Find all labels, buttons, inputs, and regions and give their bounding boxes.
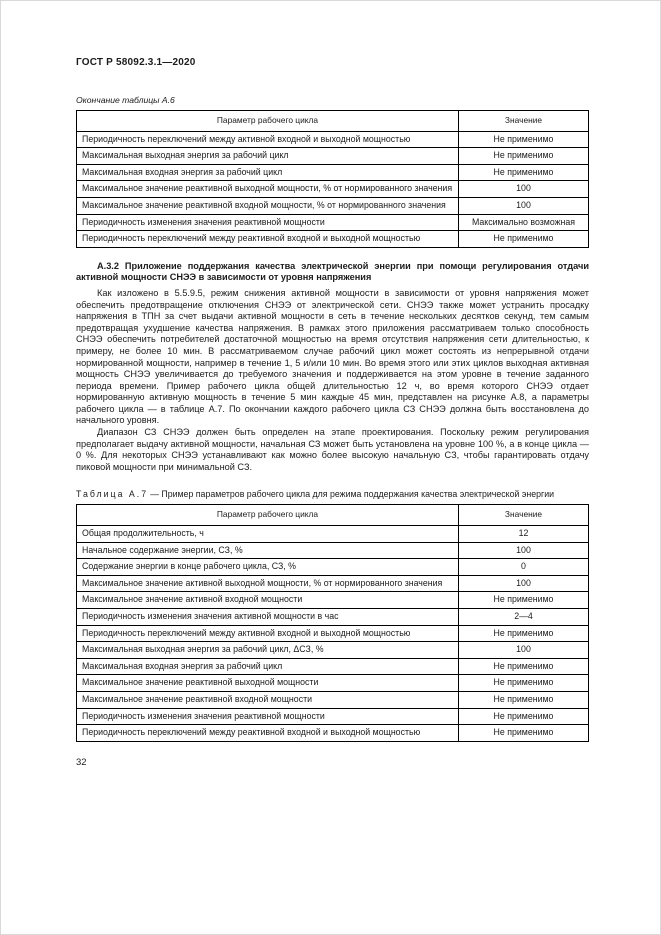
document-header: ГОСТ Р 58092.3.1—2020 <box>76 57 196 68</box>
table-a7-body <box>77 526 589 742</box>
value-cell: 100 <box>459 542 589 559</box>
table-a6-param-column-header: Параметр рабочего цикла <box>77 111 459 132</box>
value-cell: 100 <box>459 642 589 659</box>
table-row <box>77 131 589 148</box>
param-cell: Максимальная выходная энергия за рабочий цикл <box>77 148 459 165</box>
param-cell: Периодичность переключений между активной входной и выходной мощностью <box>77 131 459 148</box>
table-a6 <box>76 110 589 248</box>
param-cell: Периодичность изменения значения реактивной мощности <box>77 214 459 231</box>
table-a7-param-column-header: Параметр рабочего цикла <box>77 505 459 526</box>
value-cell: Не применимо <box>459 691 589 708</box>
table-a6-continuation-caption: Окончание таблицы А.6 <box>76 95 175 105</box>
param-cell: Максимальное значение активной входной мощности <box>77 592 459 609</box>
section-heading: А.3.2 Приложение поддержания качества электрической энергии при помощи регулирования отдачи активной мощности СНЭЭ в зависимости от уровня напряжения <box>76 260 589 283</box>
table-row <box>77 609 589 626</box>
table-row <box>77 708 589 725</box>
table-a7-caption-label: Таблица А.7 <box>76 489 149 500</box>
page-number: 32 <box>76 756 87 768</box>
param-cell: Максимальная выходная энергия за рабочий цикл, ΔСЗ, % <box>77 642 459 659</box>
value-cell: Не применимо <box>459 675 589 692</box>
param-cell: Максимальная входная энергия за рабочий цикл <box>77 658 459 675</box>
param-cell: Максимальное значение реактивной входной мощности, % от нормированного значения <box>77 197 459 214</box>
param-cell: Общая продолжительность, ч <box>77 526 459 543</box>
table-row <box>77 542 589 559</box>
table-row <box>77 231 589 248</box>
param-cell: Периодичность переключений между реактивной входной и выходной мощностью <box>77 231 459 248</box>
param-cell: Максимальное значение активной выходной мощности, % от нормированного значения <box>77 575 459 592</box>
table-row <box>77 214 589 231</box>
table-row <box>77 197 589 214</box>
value-cell: Не применимо <box>459 131 589 148</box>
table-a6-body <box>77 131 589 247</box>
param-cell: Периодичность переключений между активной входной и выходной мощностью <box>77 625 459 642</box>
table-row <box>77 592 589 609</box>
table-row <box>77 181 589 198</box>
table-row <box>77 658 589 675</box>
value-cell: Не применимо <box>459 148 589 165</box>
value-cell: 100 <box>459 575 589 592</box>
table-row <box>77 625 589 642</box>
param-cell: Периодичность изменения значения активной мощности в час <box>77 609 459 626</box>
value-cell: 2—4 <box>459 609 589 626</box>
param-cell: Максимальное значение реактивной выходной мощности <box>77 675 459 692</box>
param-cell: Максимальная входная энергия за рабочий цикл <box>77 164 459 181</box>
table-a7-header-row <box>77 505 589 526</box>
param-cell: Максимальное значение реактивной входной мощности <box>77 691 459 708</box>
value-cell: 12 <box>459 526 589 543</box>
body-paragraph: Диапазон СЗ СНЭЭ должен быть определен на этапе проектирования. Поскольку режим регулирования предполагает выдачу активной мощности, начальная СЗ может быть установлена на уровне 100 %, а в конце цикла — 0 %. Для некоторых СНЭЭ устанавливают как можно более высокую начальную СЗ, чтобы гарантировать отдачу пиковой мощности при минимальной СЗ. <box>76 427 589 472</box>
value-cell: Не применимо <box>459 625 589 642</box>
param-cell: Начальное содержание энергии, СЗ, % <box>77 542 459 559</box>
table-row <box>77 526 589 543</box>
table-row <box>77 575 589 592</box>
value-cell: Не применимо <box>459 708 589 725</box>
value-cell: Не применимо <box>459 658 589 675</box>
table-a7-value-column-header: Значение <box>459 505 589 526</box>
param-cell: Максимальное значение реактивной выходной мощности, % от нормированного значения <box>77 181 459 198</box>
table-row <box>77 164 589 181</box>
table-row <box>77 559 589 576</box>
value-cell: Не применимо <box>459 592 589 609</box>
table-a7-caption-text: — Пример параметров рабочего цикла для режима поддержания качества электрической энергии <box>150 489 555 500</box>
value-cell: 0 <box>459 559 589 576</box>
body-paragraph: Как изложено в 5.5.9.5, режим снижения активной мощности в зависимости от уровня напряжения может обеспечить предотвращение отключения СНЭЭ от электрической сети. СНЭЭ также может устранить просадку напряжения в ТПН за счет выдачи активной мощности в сеть в течение нескольких десятков секунд, тем самым предотвращая ухудшение качества напряжения. В рамках этого приложения рассматриваем только способность СНЭЭ обеспечить потребителей достаточной мощностью на время отсутствия напряжения сети длительностью, к примеру, не более 10 мин. В рассматриваемом случае рабочий цикл может состоять из непрерывной отдачи нормированной мощности, например в течение 1, 5 и/или 10 мин. Во время этого или этих циклов выходная активная мощность СНЭЭ увеличивается до требуемого значения и поддерживается на этом уровне в течение заданного периода времени. Пример рабочего цикла общей длительностью 12 ч, во время которого СНЭЭ отдает нормированную активную мощность в течение 5 мин каждые 45 мин, представлен на рисунке А.8, а параметры рабочего цикла — в таблице А.7. По окончании каждого рабочего цикла СЗ СНЭЭ должна быть восстановлена до начального уровня. <box>76 287 589 426</box>
table-a6-value-column-header: Значение <box>459 111 589 132</box>
param-cell: Периодичность переключений между реактивной входной и выходной мощностью <box>77 725 459 742</box>
table-a7 <box>76 504 589 741</box>
value-cell: Максимально возможная <box>459 214 589 231</box>
table-row <box>77 725 589 742</box>
table-row <box>77 642 589 659</box>
param-cell: Содержание энергии в конце рабочего цикла, СЗ, % <box>77 559 459 576</box>
table-row <box>77 691 589 708</box>
table-a7-caption <box>76 489 589 499</box>
value-cell: Не применимо <box>459 725 589 742</box>
value-cell: 100 <box>459 181 589 198</box>
table-row <box>77 148 589 165</box>
param-cell: Периодичность изменения значения реактивной мощности <box>77 708 459 725</box>
value-cell: Не применимо <box>459 164 589 181</box>
value-cell: 100 <box>459 197 589 214</box>
table-a6-header-row <box>77 111 589 132</box>
value-cell: Не применимо <box>459 231 589 248</box>
table-row <box>77 675 589 692</box>
